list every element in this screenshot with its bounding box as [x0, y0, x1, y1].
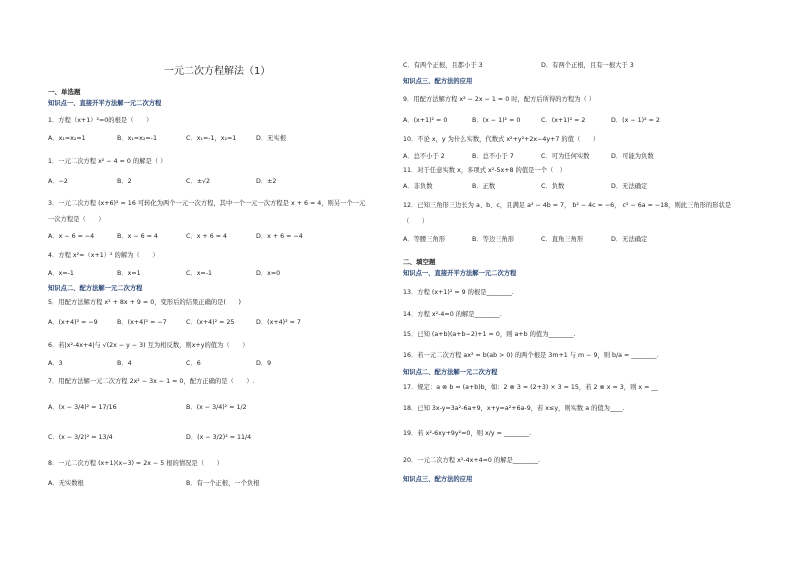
question-line: B．(x+4)² = −7 — [117, 319, 167, 326]
part-heading: 二、填空题 — [403, 258, 436, 266]
question-line: A．总不小于 2 — [403, 153, 445, 160]
page-title: 一元二次方程解法（1） — [164, 66, 271, 77]
question-line: D．x=0 — [256, 270, 281, 277]
question-line: 10．不论 x，y 为什么实数，代数式 x²+y²+2x−4y+7 的值（ ） — [403, 136, 600, 143]
section-heading: 知识点一、直接开平方法解一元二次方程 — [48, 100, 162, 107]
question-line: C．直角三角形 — [541, 236, 584, 243]
question-line: D．(x+4)² = 7 — [256, 319, 301, 326]
question-line: D．无法确定 — [611, 183, 648, 190]
question-line: C．x=-1 — [186, 270, 212, 277]
question-line: D．无法确定 — [611, 236, 648, 243]
question-line: A．(x − 3/4)² = 17/16 — [48, 404, 117, 411]
question-line: 一次方程是（ ） — [48, 216, 105, 223]
question-line: C．(x+4)² = 25 — [186, 319, 235, 326]
question-line: B．x₁=x₂=-1 — [117, 135, 157, 142]
question-line: 12．已知三角形三边长为 a、b、c，且满足 a² − 4b = 7， b² − 4c = −6， c² − 6a = −18，则此三角形的形状是 — [403, 202, 732, 209]
question-line: C．可为任何实数 — [541, 153, 590, 160]
question-line: A．非负数 — [403, 183, 433, 190]
question-line: D．可能为负数 — [611, 153, 654, 160]
question-line: B．等边三角形 — [472, 236, 515, 243]
question-line: 8．一元二次方程 (x+1)(x−3) = 2x − 5 根的情况是（ ） — [48, 460, 223, 467]
question-line: D．9 — [256, 360, 272, 367]
question-line: B．正数 — [472, 183, 496, 190]
question-line: C．±√2 — [186, 178, 210, 185]
question-line: 13．方程 (x+1)² = 9 的根是________. — [403, 289, 514, 296]
question-line: C．负数 — [541, 183, 565, 190]
question-line: B．有一个正根，一个负根 — [186, 480, 260, 487]
question-line: D．(x − 1)² = 2 — [611, 117, 660, 124]
question-line: C．x₁=-1，x₂=1 — [186, 135, 237, 142]
question-line: B．(x − 1)² = 0 — [472, 117, 521, 124]
section-heading: 知识点二、配方法解一元二次方程 — [403, 369, 498, 376]
question-line: B．x − 6 = 4 — [117, 233, 158, 240]
section-heading: 知识点一、直接开平方法解一元二次方程 — [403, 270, 517, 277]
section-heading: 知识点三、配方法的应用 — [403, 476, 473, 483]
question-line: 4．方程 x²=（x+1）² 的解为（ ） — [48, 252, 159, 259]
question-line: 18．已知 3x-y=3a²-6a+9，x+y=a²+6a-9，若 x≤y，则实数 a 的值为____. — [403, 405, 625, 412]
question-line: D．(x − 3/2)² = 11/4 — [186, 434, 252, 441]
question-line: A．(x+1)² = 0 — [403, 117, 448, 124]
question-line: A．x − 6 = −4 — [48, 233, 95, 240]
question-line: 19．若 x²-6xy+9y²=0，则 x/y = ________. — [403, 430, 532, 437]
question-line: 1．方程（x+1）²=0的根是（ ） — [48, 117, 153, 124]
question-line: 9．用配方法解方程 x² − 2x − 1 = 0 时，配方后所得的方程为（ ） — [403, 96, 596, 103]
section-heading: 知识点二、配方法解一元二次方程 — [48, 285, 143, 292]
question-line: 17．规定：a ⊗ b = (a+b)b，如：2 ⊗ 3 = (2+3) × 3 = 15，若 2 ⊗ x = 3，则 x = __ — [403, 384, 658, 391]
question-line: 5．用配方法解方程 x² + 8x + 9 = 0，变形后的结果正确的是( ) — [48, 299, 241, 306]
question-line: 11．对于任意实数 x，多项式 x²-5x+8 的值是一个（ ） — [403, 167, 566, 174]
question-line: A．x=-1 — [48, 270, 74, 277]
question-line: B．2 — [117, 178, 132, 185]
question-line: 7．用配方法解一元二次方程 2x² − 3x − 1 = 0，配方正确的是（ ）. — [48, 378, 255, 385]
question-line: D．±2 — [256, 178, 277, 185]
question-line: D．x + 6 = −4 — [256, 233, 303, 240]
question-line: B．总不小于 7 — [472, 153, 514, 160]
section-heading: 知识点三、配方法的应用 — [403, 78, 473, 85]
question-line: C．x + 6 = 4 — [186, 233, 227, 240]
question-line: B．4 — [117, 360, 132, 367]
question-line: 16．若一元二次方程 ax² = b(ab > 0) 的两个根是 3m+1 与 m − 9，则 b/a = ________. — [403, 352, 659, 359]
question-line: B．x=1 — [117, 270, 141, 277]
question-line: C．6 — [186, 360, 201, 367]
question-line: C．有两个正根，且都小于 3 — [403, 62, 483, 69]
question-line: 14．方程 x²-4=0 的解是________. — [403, 311, 502, 318]
question-line: 20．一元二次方程 x²-4x+4=0 的解是________. — [403, 457, 540, 464]
question-line: A．等腰三角形 — [403, 236, 446, 243]
question-line: C．(x − 3/2)² = 13/4 — [48, 434, 113, 441]
question-line: A．3 — [48, 360, 63, 367]
question-line: （ ） — [403, 218, 429, 225]
part-heading: 一、单选题 — [48, 88, 81, 96]
question-line: 1．一元二次方程 x² − 4 = 0 的解是（ ） — [48, 158, 167, 165]
question-line: A．−2 — [48, 178, 68, 185]
question-line: D．无实根 — [256, 135, 287, 142]
question-line: D．有两个正根，且有一根大于 3 — [541, 62, 634, 69]
question-line: A．无实数根 — [48, 480, 84, 487]
question-line: 3．一元二次方程 (x+6)² = 16 可转化为两个一元一次方程，其中一个一元一次方程是 x + 6 = 4，则另一个一元 — [48, 200, 366, 207]
question-line: B．(x − 3/4)² = 1/2 — [186, 404, 247, 411]
question-line: A．(x+4)² = −9 — [48, 319, 98, 326]
question-line: 15．已知 (a+b)(a+b−2)+1 = 0，则 a+b 的值为________. — [403, 331, 576, 338]
question-line: C．(x+1)² = 2 — [541, 117, 586, 124]
question-line: A．x₁=x₂=1 — [48, 135, 86, 142]
question-line: 6．若|x²-4x+4|与 √(2x − y − 3) 互为相反数，则x+y的值为（ ） — [48, 342, 249, 349]
